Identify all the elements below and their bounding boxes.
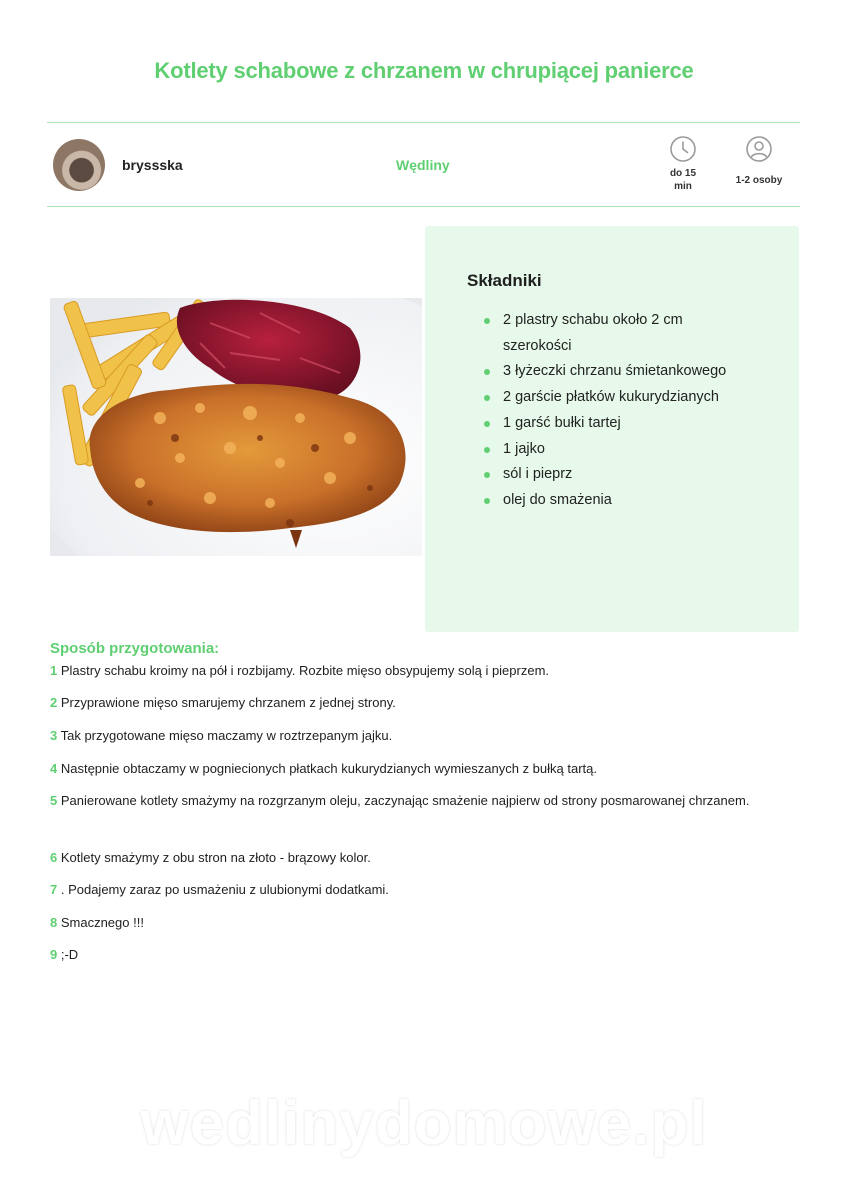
step-item [50,760,770,778]
user-icon [745,135,773,163]
step-number: 4 [50,761,58,776]
prep-time-value: do 15 [669,168,697,179]
step-text: ;-D [57,947,79,962]
step-number: 9 [50,947,58,962]
step-number: 8 [50,915,58,930]
prep-time [653,135,713,193]
ingredient-item: 2 garście płatków kukurydzianych [503,385,753,411]
recipe-title: Kotlety schabowe z chrzanem w chrupiącej panierce [154,58,694,83]
ingredients-list [503,308,753,514]
step-item [50,662,770,680]
step-number: 1 [50,663,58,678]
step-text: Następnie obtaczamy w pogniecionych płatkach kukurydzianych wymieszanych z bułką tartą. [57,761,598,776]
ingredients-panel [425,226,799,632]
ingredient-item: 3 łyżeczki chrzanu śmietankowego [503,359,753,385]
step-text: Przyprawione mięso smarujemy chrzanem z jednej strony. [57,695,396,710]
step-number: 3 [50,728,58,743]
servings-value: 1-2 osoby [735,175,783,186]
step-item [50,727,770,745]
ingredient-item: sól i pieprz [503,462,753,488]
step-number: 6 [50,850,58,865]
step-item [50,914,770,932]
author-avatar[interactable] [53,139,105,191]
step-item [50,946,770,964]
ingredient-item: 1 garść bułki tartej [503,411,753,437]
step-item [50,849,770,867]
step-text: Smacznego !!! [57,915,144,930]
ingredients-heading: Składniki [467,271,542,290]
dish-photo [50,298,422,556]
recipe-meta-bar [47,122,800,207]
step-text: Tak przygotowane mięso maczamy w roztrzepanym jajku. [57,728,393,743]
step-text: Panierowane kotlety smażymy na rozgrzanym oleju, zaczynając smażenie najpierw od strony posmarowanej chrzanem. [57,793,750,808]
ingredient-item: 2 plastry schabu około 2 cm szerokości [503,308,753,359]
step-text: . Podajemy zaraz po usmażeniu z ulubionymi dodatkami. [57,882,389,897]
step-text: Plastry schabu kroimy na pół i rozbijamy. Rozbite mięso obsypujemy solą i pieprzem. [57,663,550,678]
step-item [50,694,770,712]
site-watermark: wedlinydomowe.pl [140,1089,708,1158]
prep-time-unit: min [674,181,692,192]
author-name[interactable]: bryssska [122,157,183,173]
step-item [50,881,770,899]
clock-icon [669,135,697,163]
servings [729,135,789,187]
step-text: Kotlety smażymy z obu stron na złoto - brązowy kolor. [57,850,371,865]
step-item [50,792,770,810]
ingredient-item: 1 jajko [503,437,753,463]
step-number: 2 [50,695,58,710]
ingredient-item: olej do smażenia [503,488,753,514]
step-number: 7 [50,882,58,897]
dish-illustration [50,298,422,556]
steps-heading: Sposób przygotowania: [50,640,220,657]
step-number: 5 [50,793,58,808]
category-link[interactable]: Wędliny [396,157,450,173]
